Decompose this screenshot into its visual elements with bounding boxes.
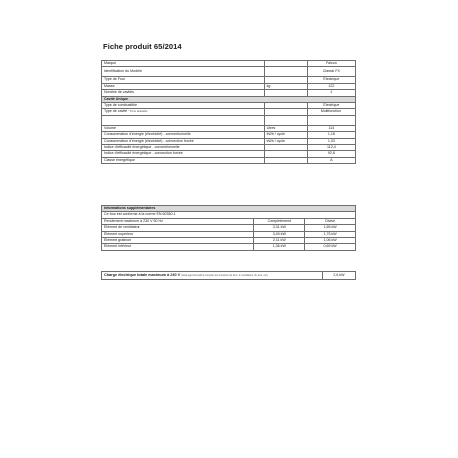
footnote-text: * Porte abattable: [128, 110, 148, 114]
row-label: Type de combustible: [102, 103, 265, 109]
row-unit: kWh / cycle: [264, 132, 307, 138]
row-unit: kWh / cycle: [264, 138, 307, 144]
column-header: Divisé: [305, 218, 356, 224]
row-label: Classe énergétique: [102, 157, 265, 163]
table-row: [102, 244, 356, 250]
row-value: 1,03: [307, 138, 355, 144]
row-unit: kg: [264, 83, 307, 89]
row-value: Falcon: [307, 61, 355, 67]
row-full-value: 3,31 kW: [254, 225, 305, 231]
row-label: Élément supérieur: [102, 231, 254, 237]
row-value: 112,4: [307, 145, 355, 151]
charge-label-cell: [102, 272, 323, 280]
section-header: Cavité Unique: [102, 96, 356, 102]
row-value: 114: [307, 125, 355, 131]
spacer-cell: [307, 115, 355, 125]
row-full-value: 1,36 kW: [254, 244, 305, 250]
spacer-cell: [264, 115, 307, 125]
page-title: Fiche produit 65/2014: [103, 42, 182, 51]
row-label: Consommation d'énergie (électricité) - convection forcée: [102, 138, 265, 144]
table-row: [102, 157, 356, 163]
row-value: 1,16: [307, 132, 355, 138]
charge-label: Charge électrique totale maximum à 230 V: [104, 273, 181, 277]
row-split-value: 1,06 kW: [305, 238, 356, 244]
footnote-mark: *: [340, 108, 342, 112]
row-value: 122: [307, 83, 355, 89]
row-value: 92,8: [307, 151, 355, 157]
row-label: Élément inférieur: [102, 244, 254, 250]
row-label: Masse: [102, 83, 265, 89]
row-unit: [264, 67, 307, 77]
row-value: 1: [307, 90, 355, 96]
row-value: Électrique: [307, 77, 355, 83]
row-full-value: 2,11 kW: [254, 238, 305, 244]
row-split-value: 1,65 kW: [305, 225, 356, 231]
row-label: Indice d'efficacité énergétique - conventionnelle: [102, 145, 265, 151]
row-unit: Litres: [264, 125, 307, 131]
row-label: Identification du Modèle: [102, 67, 265, 77]
row-unit: [264, 157, 307, 163]
row-full-value: 3,49 kW: [254, 231, 305, 237]
cavity-type-label: Type de cavité: [104, 109, 128, 114]
row-split-value: 1,75 kW: [305, 231, 356, 237]
row-label: Consommation d'énergie (électricité) - conventionnelle: [102, 132, 265, 138]
column-header: Rendement maximum à 230 V 50 Hz: [102, 218, 254, 224]
row-label: Élément gratinoir: [102, 238, 254, 244]
cavity-type-value: Multifonction: [320, 109, 341, 114]
row-split-value: 0,69 kW: [305, 244, 356, 250]
row-label: Volume: [102, 125, 265, 131]
charge-value: 2,6 kW: [322, 272, 355, 280]
row-label: Nombre de cavités: [102, 90, 265, 96]
table-row: [102, 272, 356, 280]
row-label: Élément de ventilateur: [102, 225, 254, 231]
row-label: Marque: [102, 61, 265, 67]
column-header: Complètement: [254, 218, 305, 224]
product-info-table: [101, 60, 356, 164]
row-value: A: [307, 157, 355, 163]
row-value: Électrique: [307, 103, 355, 109]
row-label: Type de Four: [102, 77, 265, 83]
total-charge-box: [101, 271, 356, 280]
supplementary-info-table: [101, 205, 356, 251]
row-value: Classic FX: [307, 67, 355, 77]
conformity-text: Ce four est conforme à la norme EN 60350-1: [102, 212, 356, 218]
row-label: Indice d'efficacité énergétique - convection forcée: [102, 151, 265, 157]
section-header: Informations supplémentaires: [102, 206, 356, 212]
spacer-cell: [102, 115, 265, 125]
charge-note: (total approximatif à compter les lumières du four, le ventilateur du four, etc): [181, 274, 268, 277]
